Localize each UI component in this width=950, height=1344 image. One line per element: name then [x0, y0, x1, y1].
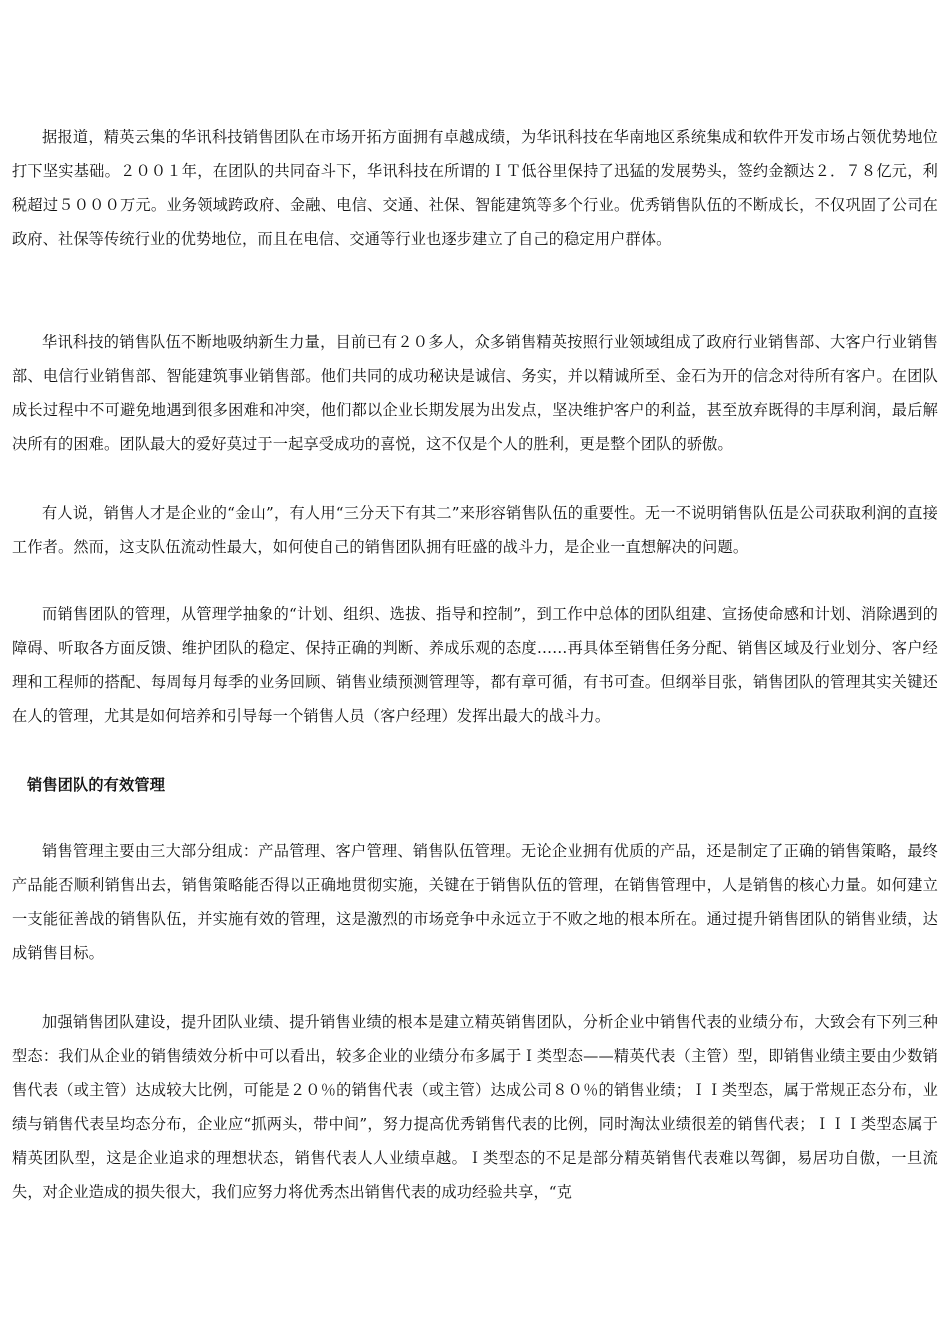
section-heading: 销售团队的有效管理: [27, 776, 166, 794]
paragraph-sales-management-parts: 销售管理主要由三大部分组成：产品管理、客户管理、销售队伍管理。无论企业拥有优质的产品，还是制定了正确的销售策略，最终产品能否顺利销售出去，销售策略能否得以正确地贯彻实施，关键在于销售队伍的管理，在销售管理中，人是销售的核心力量。如何建立一支能征善战的销售队伍，并实施有效的管理，这是激烈的市场竞争中永远立于不败之地的根本所在。通过提升销售团队的销售业绩，达成销售目标。: [12, 842, 938, 962]
paragraph-elite-team-building: 加强销售团队建设，提升团队业绩、提升销售业绩的根本是建立精英销售团队，分析企业中销售代表的业绩分布，大致会有下列三种型态：我们从企业的销售绩效分析中可以看出，较多企业的业绩分布多属于Ｉ类型态——精英代表（主管）型，即销售业绩主要由少数销售代表（或主管）达成较大比例，可能是２０％的销售代表（或主管）达成公司８０％的销售业绩；ＩＩ类型态，属于常规正态分布，业绩与销售代表呈均态分布，企业应“抓两头，带中间”，努力提高优秀销售代表的比例，同时淘汰业绩很差的销售代表；ＩＩＩ类型态属于精英团队型，这是企业追求的理想状态，销售代表人人业绩卓越。Ｉ类型态的不足是部分精英销售代表难以驾御，易居功自傲，一旦流失，对企业造成的损失很大，我们应努力将优秀杰出销售代表的成功经验共享，“克: [12, 1013, 938, 1201]
paragraph-team-management: 而销售团队的管理，从管理学抽象的“计划、组织、选拔、指导和控制”，到工作中总体的团队组建、宣扬使命感和计划、消除遇到的障碍、听取各方面反馈、维护团队的稳定、保持正确的判断、养成乐观的态度……再具体至销售任务分配、销售区域及行业划分、客户经理和工程师的搭配、每周每月每季的业务回顾、销售业绩预测管理等，都有章可循，有书可查。但纲举目张，销售团队的管理其实关键还在人的管理，尤其是如何培养和引导每一个销售人员（客户经理）发挥出最大的战斗力。: [12, 605, 938, 725]
paragraph-sales-team-growth: 华讯科技的销售队伍不断地吸纳新生力量，目前已有２０多人，众多销售精英按照行业领域组成了政府行业销售部、大客户行业销售部、电信行业销售部、智能建筑事业销售部。他们共同的成功秘诀是诚信、务实，并以精诚所至、金石为开的信念对待所有客户。在团队成长过程中不可避免地遇到很多困难和冲突，他们都以企业长期发展为出发点，坚决维护客户的利益，甚至放弃既得的丰厚利润，最后解决所有的困难。团队最大的爱好莫过于一起享受成功的喜悦，这不仅是个人的胜利，更是整个团队的骄傲。: [12, 333, 938, 453]
paragraph-huaxun-achievements: 据报道，精英云集的华讯科技销售团队在市场开拓方面拥有卓越成绩，为华讯科技在华南地区系统集成和软件开发市场占领优势地位打下坚实基础。２００１年，在团队的共同奋斗下，华讯科技在所谓的ＩＴ低谷里保持了迅猛的发展势头，签约金额达２．７８亿元，利税超过５０００万元。业务领域跨政府、金融、电信、交通、社保、智能建筑等多个行业。优秀销售队伍的不断成长，不仅巩固了公司在政府、社保等传统行业的优势地位，而且在电信、交通等行业也逐步建立了自己的稳定用户群体。: [12, 128, 938, 248]
paragraph-sales-talent-importance: 有人说，销售人才是企业的“金山”，有人用“三分天下有其二”来形容销售队伍的重要性。无一不说明销售队伍是公司获取利润的直接工作者。然而，这支队伍流动性最大，如何使自己的销售团队拥有旺盛的战斗力，是企业一直想解决的问题。: [12, 504, 938, 556]
